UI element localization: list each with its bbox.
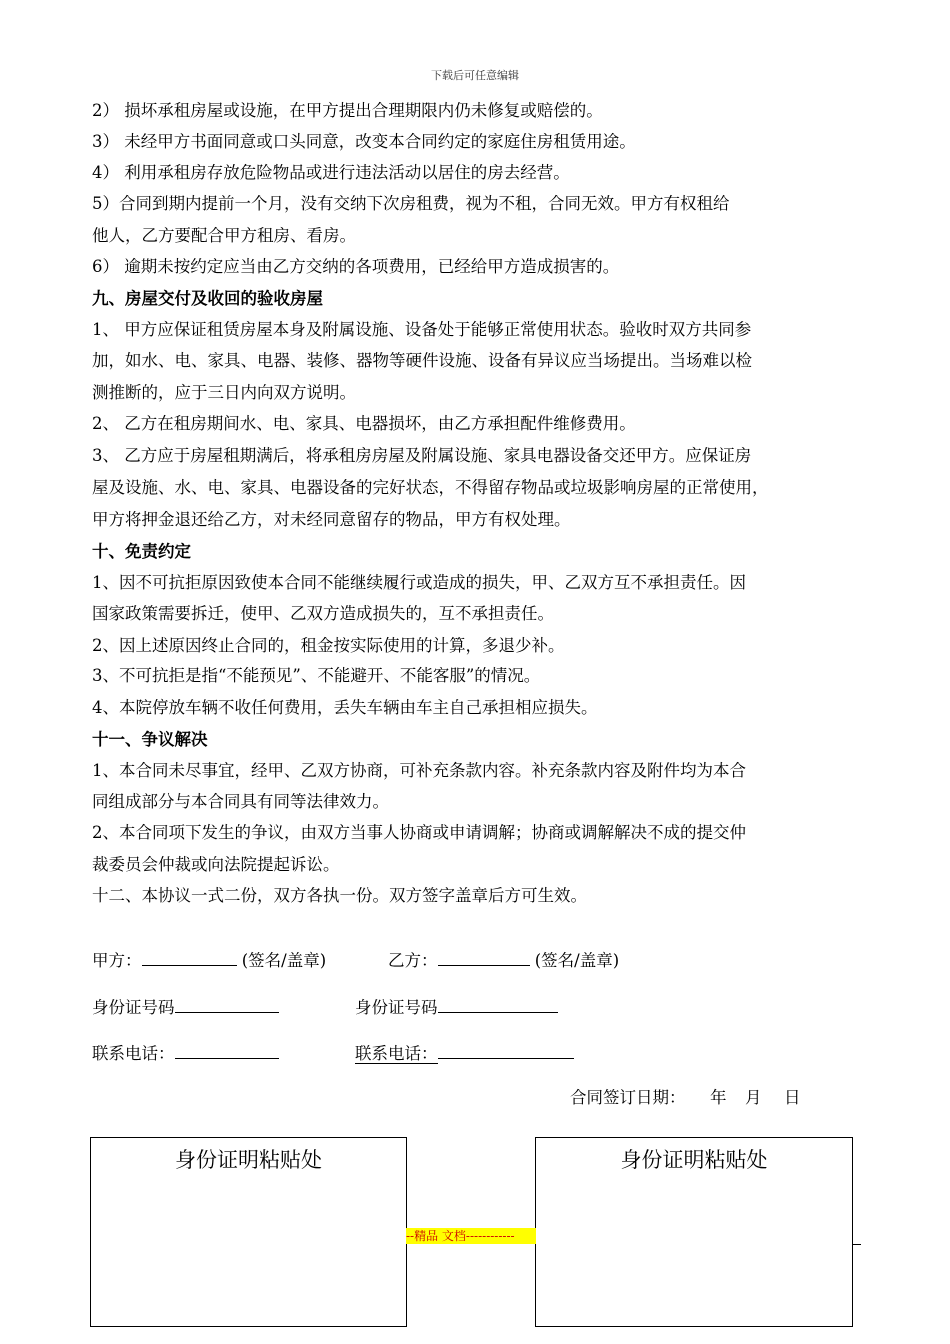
date-month: 月 <box>745 1088 762 1107</box>
id-paste-box-right-title: 身份证明粘贴处 <box>620 1148 768 1172</box>
id-number-b-blank[interactable] <box>438 996 558 1013</box>
id-number-a-blank[interactable] <box>175 996 279 1013</box>
party-b-blank[interactable] <box>438 949 530 966</box>
section-heading: 十一、争议解决 <box>92 730 208 749</box>
body-line: 加，如水、电、家具、电器、装修、器物等硬件设施、设备有异议应当场提出。当场难以检 <box>92 351 752 370</box>
id-number-a-line <box>92 996 279 1018</box>
phone-label-b: 联系电话： <box>355 1044 438 1063</box>
id-paste-box-left <box>90 1137 407 1327</box>
phone-b-line <box>355 1042 574 1064</box>
body-line: 2、本合同项下发生的争议，由双方当事人协商或申请调解；协商或调解解决不成的提交仲 <box>92 823 746 842</box>
body-line: 6） 逾期未按约定应当由乙方交纳的各项费用，已经给甲方造成损害的。 <box>92 257 620 276</box>
body-line: 1、 甲方应保证租赁房屋本身及附属设施、设备处于能够正常使用状态。验收时双方共同参 <box>92 320 752 339</box>
phone-label-a: 联系电话： <box>92 1044 175 1063</box>
body-line: 2） 损坏承租房屋或设施，在甲方提出合理期限内仍未修复或赔偿的。 <box>92 101 603 120</box>
party-b-suffix: (签名/盖章) <box>534 951 620 970</box>
party-b-label: 乙方： <box>388 951 438 970</box>
body-line: 3、 乙方应于房屋租期满后，将承租房房屋及附属设施、家具电器设备交还甲方。应保证房 <box>92 446 752 465</box>
party-a-label: 甲方： <box>92 951 142 970</box>
body-line: 2、 乙方在租房期间水、电、家具、电器损坏，由乙方承担配件维修费用。 <box>92 414 636 433</box>
body-line: 同组成部分与本合同具有同等法律效力。 <box>92 792 389 811</box>
date-label: 合同签订日期： <box>570 1088 686 1107</box>
body-line: 4、本院停放车辆不收任何费用，丢失车辆由车主自己承担相应损失。 <box>92 698 598 717</box>
body-line: 他人，乙方要配合甲方租房、看房。 <box>92 226 356 245</box>
date-day: 日 <box>784 1088 801 1107</box>
phone-a-line <box>92 1042 279 1064</box>
body-line: 屋及设施、水、电、家具、电器设备的完好状态，不得留存物品或垃圾影响房屋的正常使用， <box>92 478 769 497</box>
id-label-a: 身份证号码 <box>92 998 175 1017</box>
id-paste-box-right <box>535 1137 853 1327</box>
party-a-blank[interactable] <box>142 949 237 966</box>
body-line: 甲方将押金退还给乙方，对未经同意留存的物品，甲方有权处理。 <box>92 510 571 529</box>
phone-a-blank[interactable] <box>175 1042 279 1059</box>
body-line: 国家政策需要拆迁，使甲、乙双方造成损失的，互不承担责任。 <box>92 604 554 623</box>
footer-watermark: --精品 文档------------ <box>406 1228 536 1244</box>
party-a-signature-line <box>92 949 326 971</box>
body-line: 1、因不可抗拒原因致使本合同不能继续履行或造成的损失，甲、乙双方互不承担责任。因 <box>92 573 746 592</box>
body-line: 裁委员会仲裁或向法院提起诉讼。 <box>92 855 340 874</box>
date-year: 年 <box>710 1088 727 1107</box>
party-a-suffix: (签名/盖章) <box>241 951 327 970</box>
section-heading: 九、房屋交付及收回的验收房屋 <box>92 289 323 308</box>
page-header: 下载后可任意编辑 <box>431 69 519 82</box>
body-line: 3、不可抗拒是指“不能预见”、不能避开、不能客服”的情况。 <box>92 666 541 685</box>
section-heading: 十、免责约定 <box>92 542 191 561</box>
body-line: 3） 未经甲方书面同意或口头同意，改变本合同约定的家庭住房租赁用途。 <box>92 132 636 151</box>
body-line: 测推断的，应于三日内向双方说明。 <box>92 383 356 402</box>
body-line: 十二、本协议一式二份，双方各执一份。双方签字盖章后方可生效。 <box>92 886 587 905</box>
id-label-b: 身份证号码 <box>355 998 438 1017</box>
id-paste-box-left-title: 身份证明粘贴处 <box>175 1148 322 1172</box>
party-b-signature-line <box>388 949 619 971</box>
id-number-b-line <box>355 996 558 1018</box>
body-line: 2、因上述原因终止合同的，租金按实际使用的计算，多退少补。 <box>92 636 565 655</box>
body-line: 4） 利用承租房存放危险物品或进行违法活动以居住的房去经营。 <box>92 163 570 182</box>
phone-b-blank[interactable] <box>438 1042 574 1059</box>
body-line: 5）合同到期内提前一个月，没有交纳下次房租费，视为不租，合同无效。甲方有权租给 <box>92 194 730 213</box>
body-line: 1、本合同未尽事宜，经甲、乙双方协商，可补充条款内容。补充条款内容及附件均为本合 <box>92 761 746 780</box>
contract-date-line <box>570 1088 801 1108</box>
footer-rule <box>853 1244 861 1245</box>
